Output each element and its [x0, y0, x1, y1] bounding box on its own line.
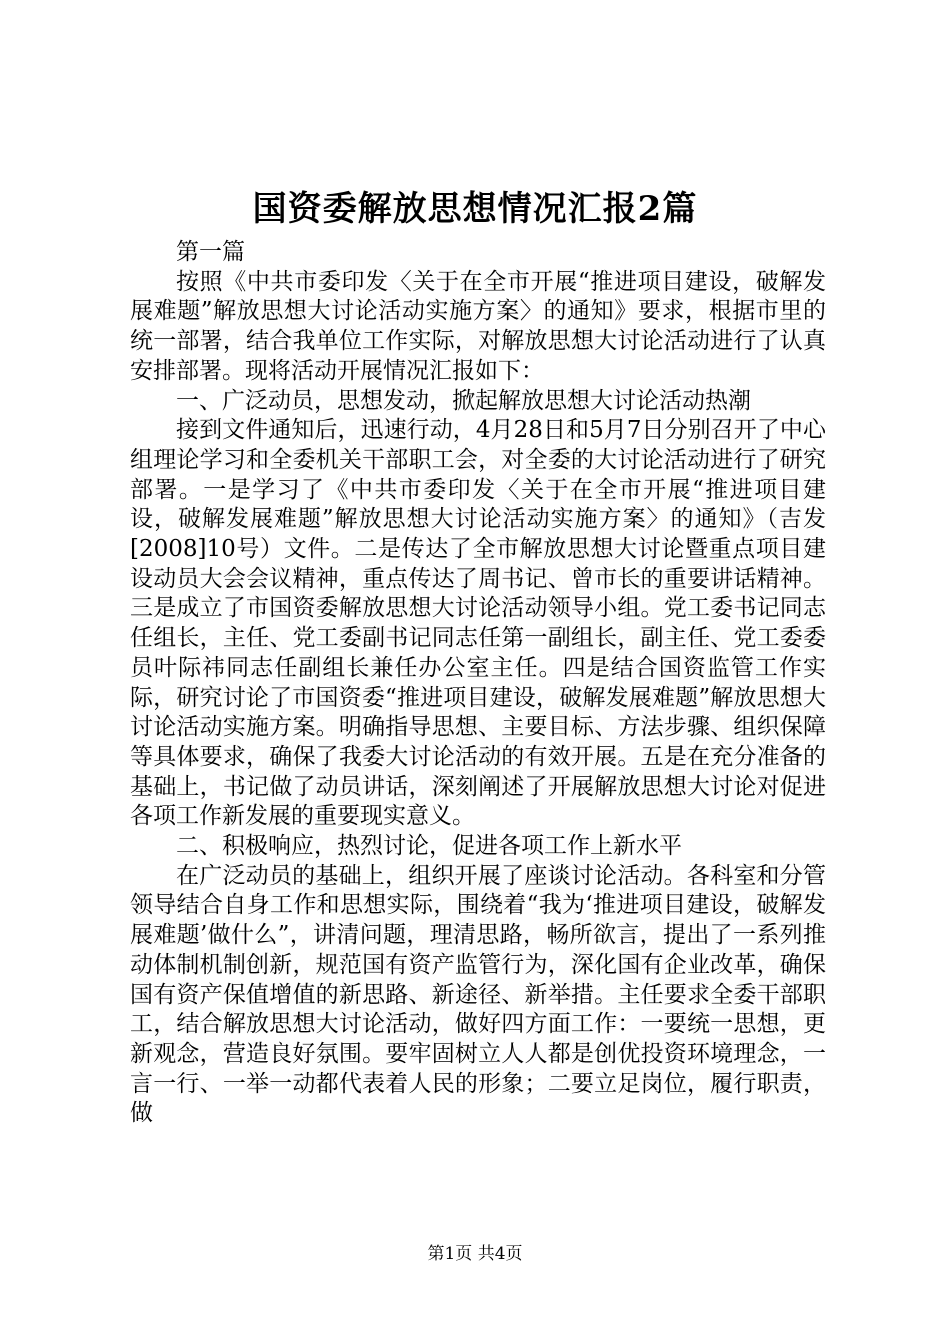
section-heading: 一、广泛动员，思想发动，掀起解放思想大讨论活动热潮: [176, 387, 751, 414]
document-title: 国资委解放思想情况汇报2篇: [252, 189, 698, 229]
section-heading: 二、积极响应，热烈讨论，促进各项工作上新水平: [176, 833, 682, 860]
document-body: [130, 238, 826, 1129]
body-paragraph: 按照《中共市委印发〈关于在全市开展“推进项目建设，破解发展难题”解放思想大讨论活动实施方案〉的通知》要求，根据市里的统一部署，结合我单位工作实际，对解放思想大讨论活动进行了认真安排部署。现将活动开展情况汇报如下：: [130, 268, 826, 384]
body-paragraph: 在广泛动员的基础上，组织开展了座谈讨论活动。各科室和分管领导结合自身工作和思想实际，围绕着“我为‘推进项目建设，破解发展难题’做什么”，讲清问题，理清思路，畅所欲言，提出了一系列推动体制机制创新，规范国有资产监管行为，深化国有企业改革，确保国有资产保值增值的新思路、新途径、新举措。主任要求全委干部职工，结合解放思想大讨论活动，做好四方面工作：一要统一思想，更新观念，营造良好氛围。要牢固树立人人都是创优投资环境理念，一言一行、一举一动都代表着人民的形象；二要立足岗位，履行职责，做: [130, 862, 826, 1127]
section-heading: 第一篇: [176, 239, 245, 265]
body-paragraph: 接到文件通知后，迅速行动，4月28日和5月7日分别召开了中心组理论学习和全委机关干部职工会，对全委的大讨论活动进行了研究部署。一是学习了《中共市委印发〈关于在全市开展“推进项目建设，破解发展难题”解放思想大讨论活动实施方案〉的通知》（吉发[2008]10号）文件。二是传达了全市解放思想大讨论暨重点项目建设动员大会会议精神，重点传达了周书记、曾市长的重要讲话精神。三是成立了市国资委解放思想大讨论活动领导小组。党工委书记同志任组长，主任、党工委副书记同志任第一副组长，副主任、党工委委员叶际祎同志任副组长兼任办公室主任。四是结合国资监管工作实际，研究讨论了市国资委“推进项目建设，破解发展难题”解放思想大讨论活动实施方案。明确指导思想、主要目标、方法步骤、组织保障等具体要求，确保了我委大讨论活动的有效开展。五是在充分准备的基础上，书记做了动员讲话，深刻阐述了开展解放思想大讨论对促进各项工作新发展的重要现实意义。: [130, 417, 826, 830]
page-number-footer: 第1页 共4页: [427, 1244, 523, 1264]
